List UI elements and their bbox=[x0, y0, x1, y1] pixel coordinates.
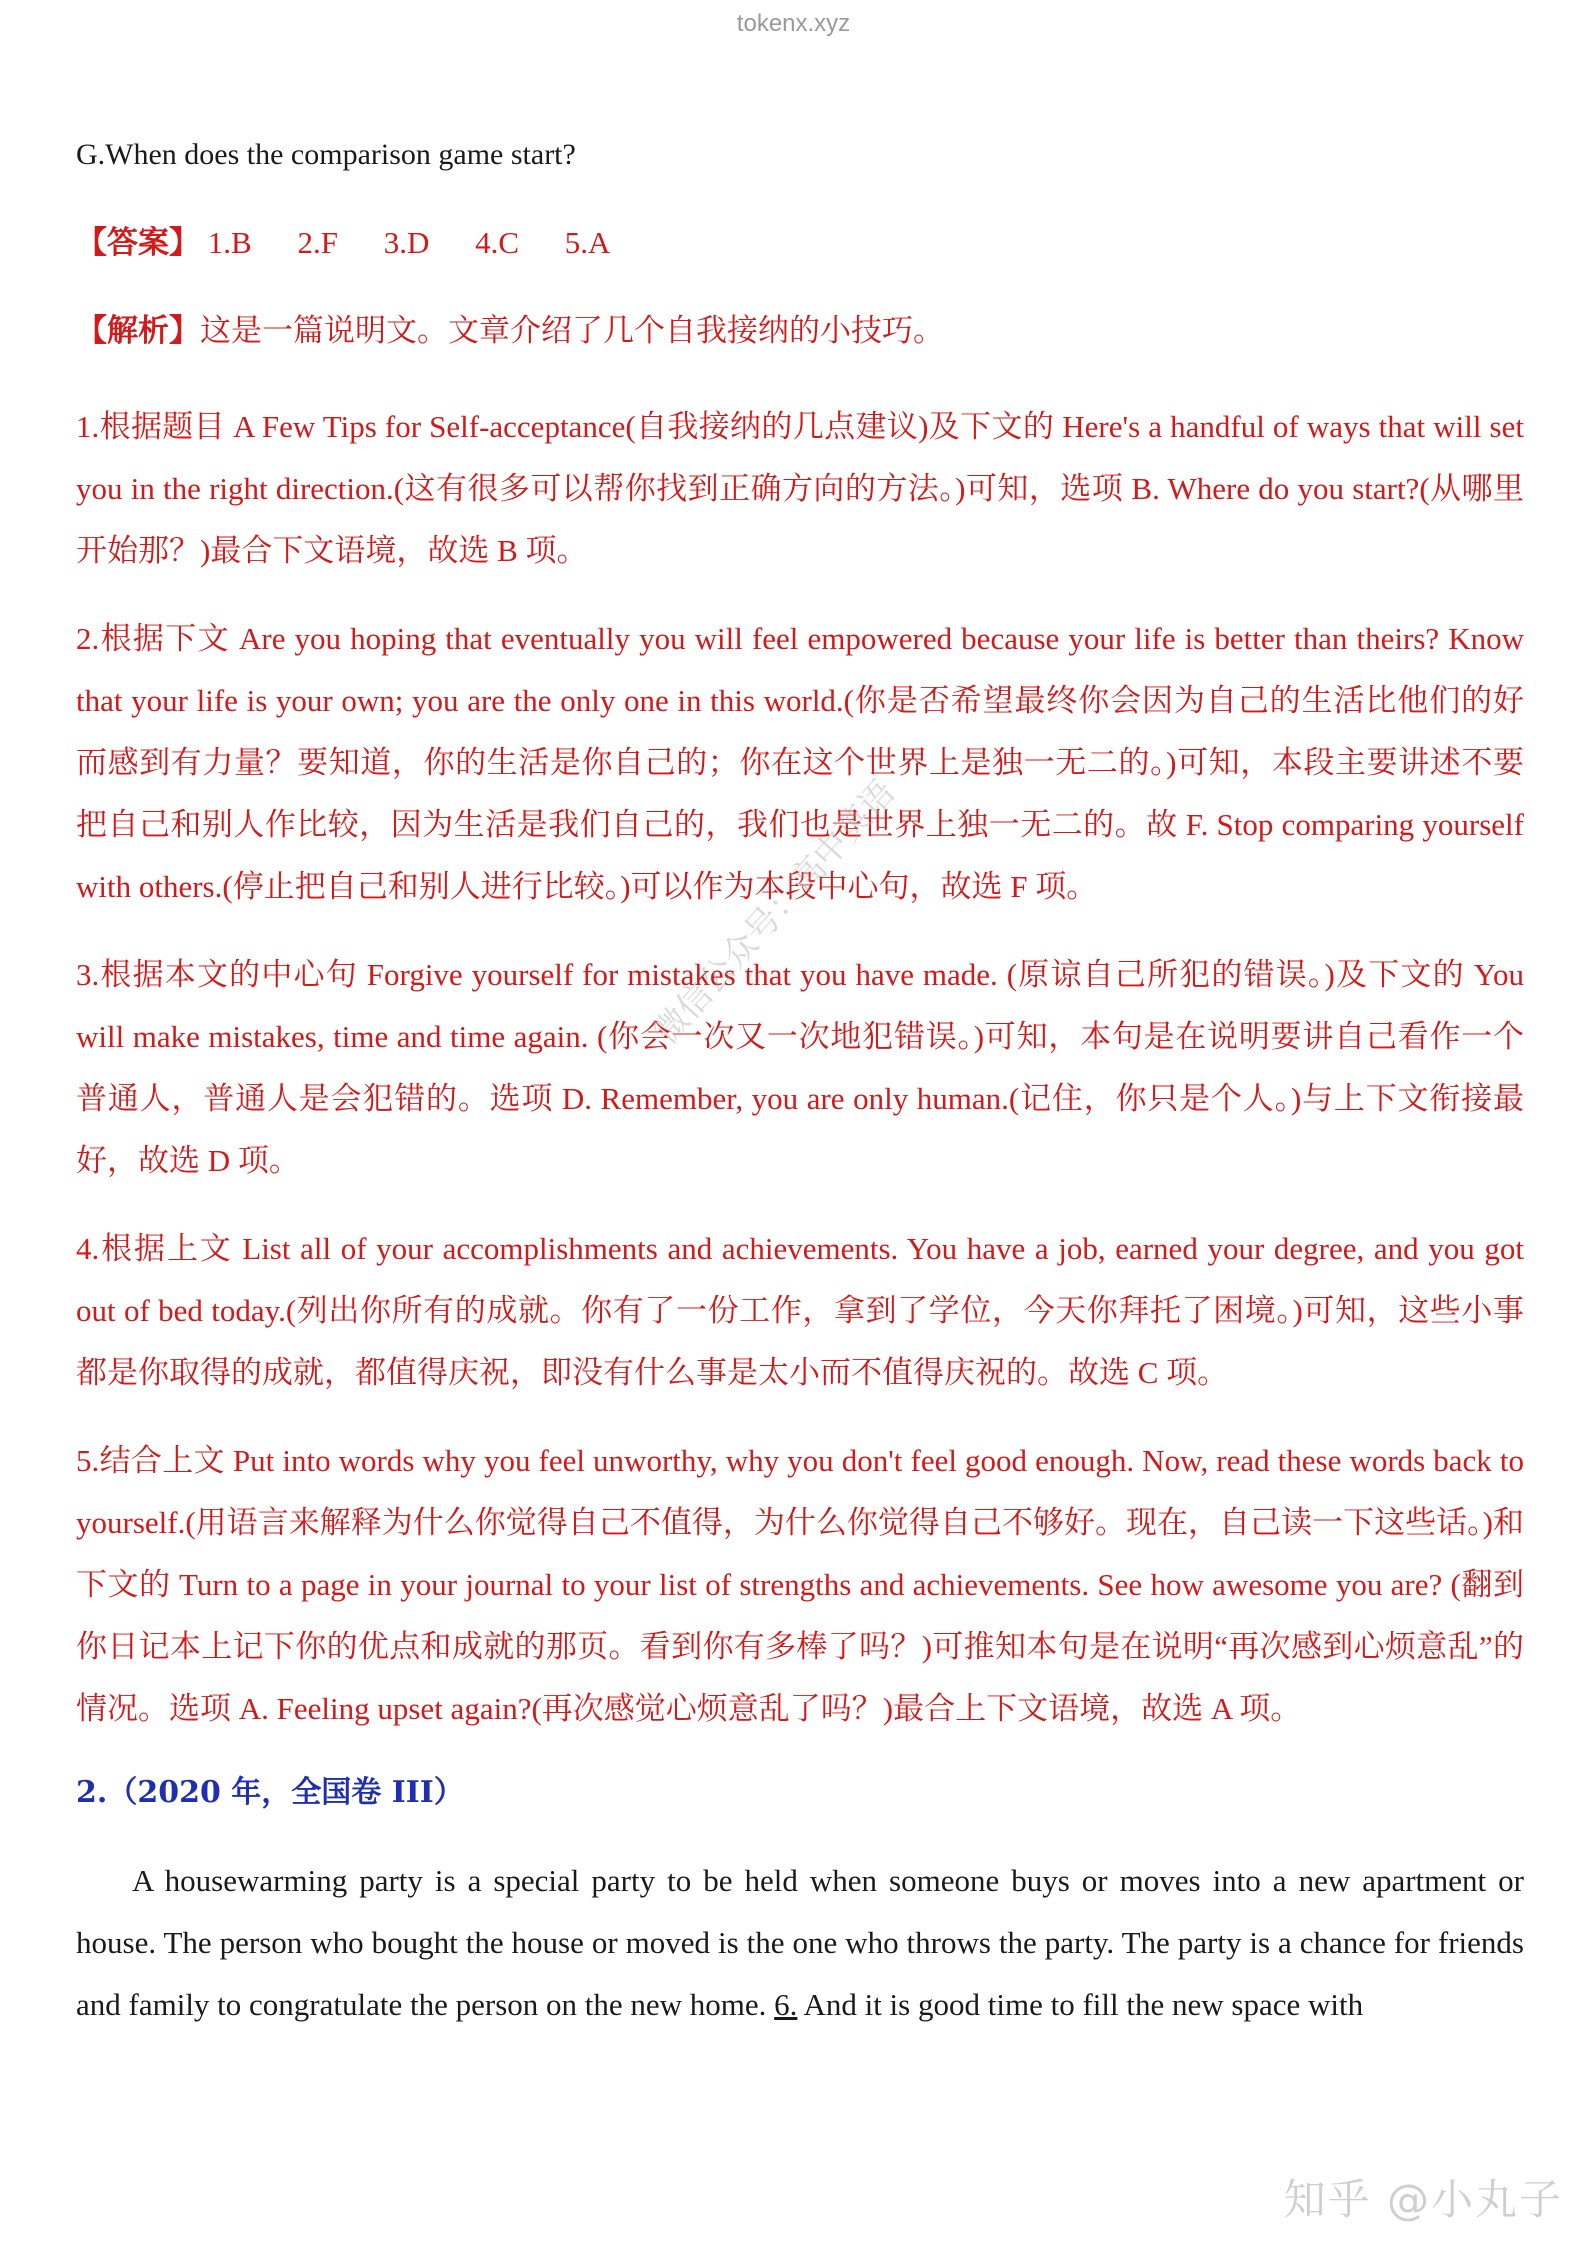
answer-item: 2.F bbox=[297, 225, 338, 260]
section-title: 2.（2020 年，全国卷 III） bbox=[76, 1775, 464, 1810]
option-g: G.When does the comparison game start? bbox=[76, 138, 576, 171]
analysis-label: 【解析】 bbox=[76, 313, 200, 348]
analysis-point-1: 1.根据题目 A Few Tips for Self-acceptance(自我接纳的几点建议)及下文的 Here's a handful of ways that will set you in the right direction.(这有很多可以帮你找到正确方向的方法。)可知，选项 B. Where do you start?(从哪里开始那？)最合下文语境，故选 B 项。 bbox=[76, 409, 1524, 568]
analysis-point-4: 4.根据上文 List all of your accomplishments and achievements. You have a job, earned your degree, and you got out of bed today.(列出你所有的成就。你有了一份工作，拿到了学位，今天你拜托了困境。)可知，这些小事都是你取得的成就，都值得庆祝，即没有什么事是太小而不值得庆祝的。故选 C 项。 bbox=[76, 1231, 1524, 1390]
analysis-point-5: 5.结合上文 Put into words why you feel unworthy, why you don't feel good enough. Now, read these words back to yourself.(用语言来解释为什么你觉得自己不值得，为什么你觉得自己不够好。现在，自己读一下这些话。)和下文的 Turn to a page in your journal to your list of strengths and achievements. See how awesome you are? (翻到你日记本上记下你的优点和成就的那页。看到你有多棒了吗？)可推知本句是在说明“再次感到心烦意乱”的情况。选项 A. Feeling upset again?(再次感觉心烦意乱了吗？)最合上下文语境，故选 A 项。 bbox=[76, 1443, 1524, 1726]
answer-label: 【答案】 bbox=[76, 225, 200, 260]
passage-text: A housewarming party is a special party to be held when someone buys or moves into a new apartment or house. The person who bought the house or moved is the one who throws the party. The party is a chance for friends and family to congratulate the person on the new home. bbox=[76, 1863, 1524, 2022]
answer-item: 1.B bbox=[207, 225, 252, 260]
analysis-point-2: 2.根据下文 Are you hoping that eventually you will feel empowered because your life is better than theirs? Know that your life is your own; you are the only one in this world.(你是否希望最终你会因为自己的生活比他们的好而感到有力量？要知道，你的生活是你自己的；你在这个世界上是独一无二的。)可知，本段主要讲述不要把自己和别人作比较，因为生活是我们自己的，我们也是世界上独一无二的。故 F. Stop comparing yourself with others.(停止把自己和别人进行比较。)可以作为本段中心句，故选 F 项。 bbox=[76, 621, 1524, 904]
site-header: tokenx.xyz bbox=[736, 10, 851, 37]
answer-item: 4.C bbox=[475, 225, 520, 260]
answer-item: 3.D bbox=[383, 225, 430, 260]
answer-item: 5.A bbox=[564, 225, 611, 260]
passage-paragraph bbox=[76, 1850, 1524, 2036]
answer-line bbox=[76, 220, 1524, 266]
passage-text-continued: And it is good time to fill the new space with bbox=[797, 1987, 1364, 2022]
analysis-intro bbox=[76, 308, 1524, 354]
footer-brand: 知乎 @小丸子 bbox=[1283, 2175, 1563, 2224]
blank-6: 6. bbox=[774, 1987, 798, 2022]
analysis-intro-text: 这是一篇说明文。文章介绍了几个自我接纳的小技巧。 bbox=[200, 313, 944, 348]
analysis-point-3: 3.根据本文的中心句 Forgive yourself for mistakes that you have made. (原谅自己所犯的错误。)及下文的 You will make mistakes, time and time again. (你会一次又一次地犯错误。)可知，本句是在说明要讲自己看作一个普通人，普通人是会犯错的。选项 D. Remember, you are only human.(记住，你只是个人。)与上下文衔接最好，故选 D 项。 bbox=[76, 957, 1524, 1178]
document-body bbox=[76, 132, 1524, 2036]
watermark: 微信公众号：高中英语 bbox=[645, 772, 904, 1053]
